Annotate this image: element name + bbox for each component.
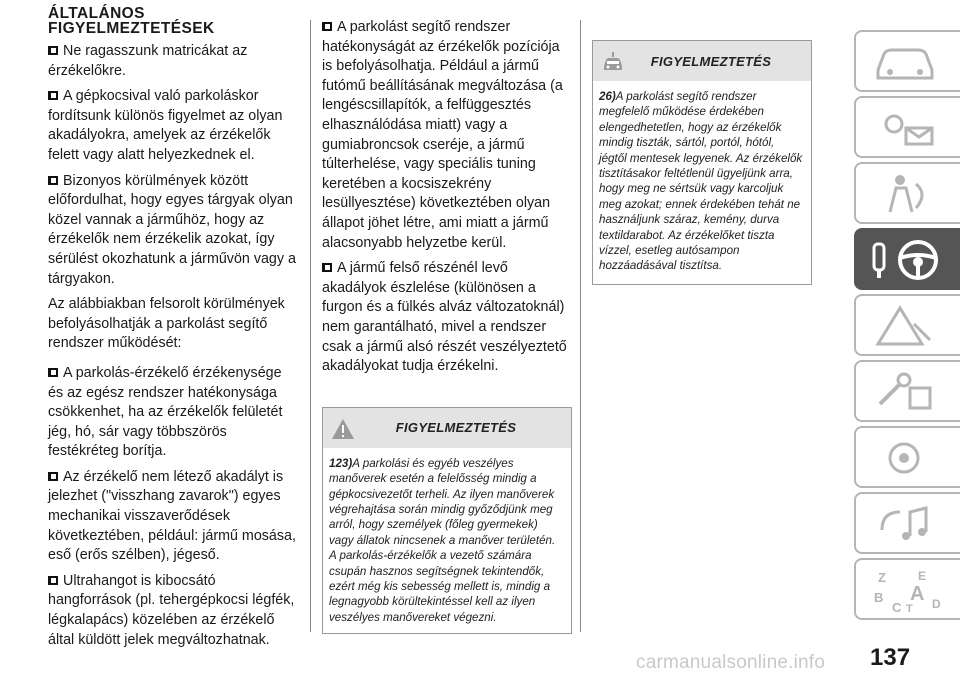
tab-steering[interactable] [854,228,960,290]
specs-icon [870,436,940,480]
bullet-icon [48,472,58,481]
column-1 [48,6,300,656]
bullet-item: A parkolást segítő rendszer hatékonyságát az érzékelők pozíciója is befolyásolhatja. Például a jármű futómű beállításának megváltozása (a lengéscsillapítók, a felfüggesztés elhasználódása miatt) vagy a gumiabroncsok cseréje, a jármű túlterhelése, vagy speciális tuning keretében a kocsiszekrény lesüllyesztése) következtében olyan állapot jöhet létre, ami miatt a jármű alacsonyabb helyzetbe kerül. [322,19,563,251]
tab-multimedia[interactable] [854,492,960,554]
bullet-icon [48,46,58,55]
column-divider-right [580,20,581,632]
tab-service[interactable] [854,360,960,422]
index-icon [870,568,950,614]
index-letter: C [892,600,902,614]
warning-text: 123)A parkolási és egyéb veszélyes manőverek esetén a felelősség mindig a gépkocsivezetőt terheli. Az ilyen manőverek végrehajtása során mindig győződjünk meg arról, hogy személyek (főleg gyermekek) vagy állatok nincsenek a manőver területén. A parkolás-érzékelők a vezető számára csupán hasznos segítségnek tekintendők, ezért még kis sebesség mellett is, mindig a legnagyobb körültekintéssel kell az ilyen veszélyes manővereket végezni. [329,456,556,624]
index-letter: D [932,597,941,611]
tab-index[interactable] [854,558,960,620]
bullet-icon [48,176,58,185]
warning-lights-icon [870,106,940,150]
bullet-icon [48,91,58,100]
index-letter: B [874,590,884,605]
heading-line-1: ÁLTALÁNOS [48,5,145,22]
car-icon [870,40,940,84]
warning-ref: 123) [329,456,353,470]
tab-specs[interactable] [854,426,960,488]
intro-paragraph: Az alábbiakban felsorolt körülmények befolyásolhatják a parkolást segítő rendszer működését: [48,296,285,352]
car-warning-icon [601,51,625,73]
bullet-icon [48,368,58,377]
column-2 [322,18,572,634]
warning-header [593,41,811,81]
bullet-item: A gépkocsival való parkoláskor fordítsunk különös figyelmet az olyan akadályokra, amelyek az érzékelők felett vagy alatt helyezkednek el. [48,88,283,163]
warning-ref: 26) [599,90,616,103]
safety-icon [870,172,940,216]
chapter-tabs [854,30,960,624]
bullet-item: Bizonyos körülmények között előfordulhat, hogy egyes tárgyak olyan közel vannak a járműhöz, hogy az érzékelők nem érzékelik azokat, így sérülést okozhatunk a járművön vagy a tárgyakon. [48,172,296,287]
bullet-icon [322,22,332,31]
column-3 [592,40,812,285]
tab-safety[interactable] [854,162,960,224]
index-letter: A [910,583,925,605]
bullet-icon [48,576,58,585]
index-letter: T [906,603,913,614]
steering-wheel-icon [870,238,950,284]
heading-line-2: FIGYELMEZTETÉSEK [48,20,215,37]
warning-title: FIGYELMEZTETÉS [395,420,517,436]
tab-breakdown[interactable] [854,294,960,356]
index-letter: Z [878,570,886,585]
bullet-item: A jármű felső részénél levő akadályok észlelése (különösen a furgon és a fülkés alváz változatoknál) nem garantálható, mivel a rendszer csak a jármű alsó részét veszélyeztető akadályokat tudja érzékelni. [322,260,567,375]
bullet-item: Ultrahangot is kibocsátó hangforrások (pl. tehergépkocsi légfék, légkalapács) közelében az érzékelő által küldött jelek megváltozhatnak. [48,572,295,648]
column-divider-left [310,20,311,632]
breakdown-icon [870,304,940,348]
warning-header [323,408,571,448]
tab-car[interactable] [854,30,960,92]
bullet-item: Az érzékelő nem létező akadályt is jelezhet ("visszhang zavarok") egyes mechanikai visszaverődések következtében, például: jármű mosása, eső (erős szélben), jégeső. [48,468,296,564]
watermark: carmanualsonline.info [636,652,826,673]
multimedia-icon [870,502,940,546]
section-heading [48,6,300,36]
warning-box-123 [322,407,572,634]
bullet-item: Ne ragasszunk matricákat az érzékelőkre. [48,43,248,79]
warning-box-26 [592,40,812,285]
page-number: 137 [870,644,911,671]
tab-warning-lights[interactable] [854,96,960,158]
service-icon [870,370,940,414]
bullet-item: A parkolás-érzékelő érzékenysége és az egész rendszer hatékonysága csökkenhet, ha az érzékelők felületét jég, hó, sár vagy többszörös festékréteg borítja. [48,364,283,460]
warning-triangle-icon [331,418,355,440]
warning-text: 26)A parkolást segítő rendszer megfelelő működése érdekében elengedhetetlen, hogy az érzékelők mindig tiszták, sártól, portól, hótól, jégtől mentesek legyenek. Az érzékelők tisztításakor feltétlenül ügyeljünk arra, hogy meg ne sértsük vagy karcoljuk meg azokat; ennek érdekében tehát ne használjunk száraz, kemény, durva textildarabot. Az érzékelőket tiszta vízzel, esetleg autósampon hozzáadásával tisztítsa. [599,90,803,273]
index-letter: E [918,569,927,583]
bullet-icon [322,263,332,272]
warning-title: FIGYELMEZTETÉS [650,53,772,69]
